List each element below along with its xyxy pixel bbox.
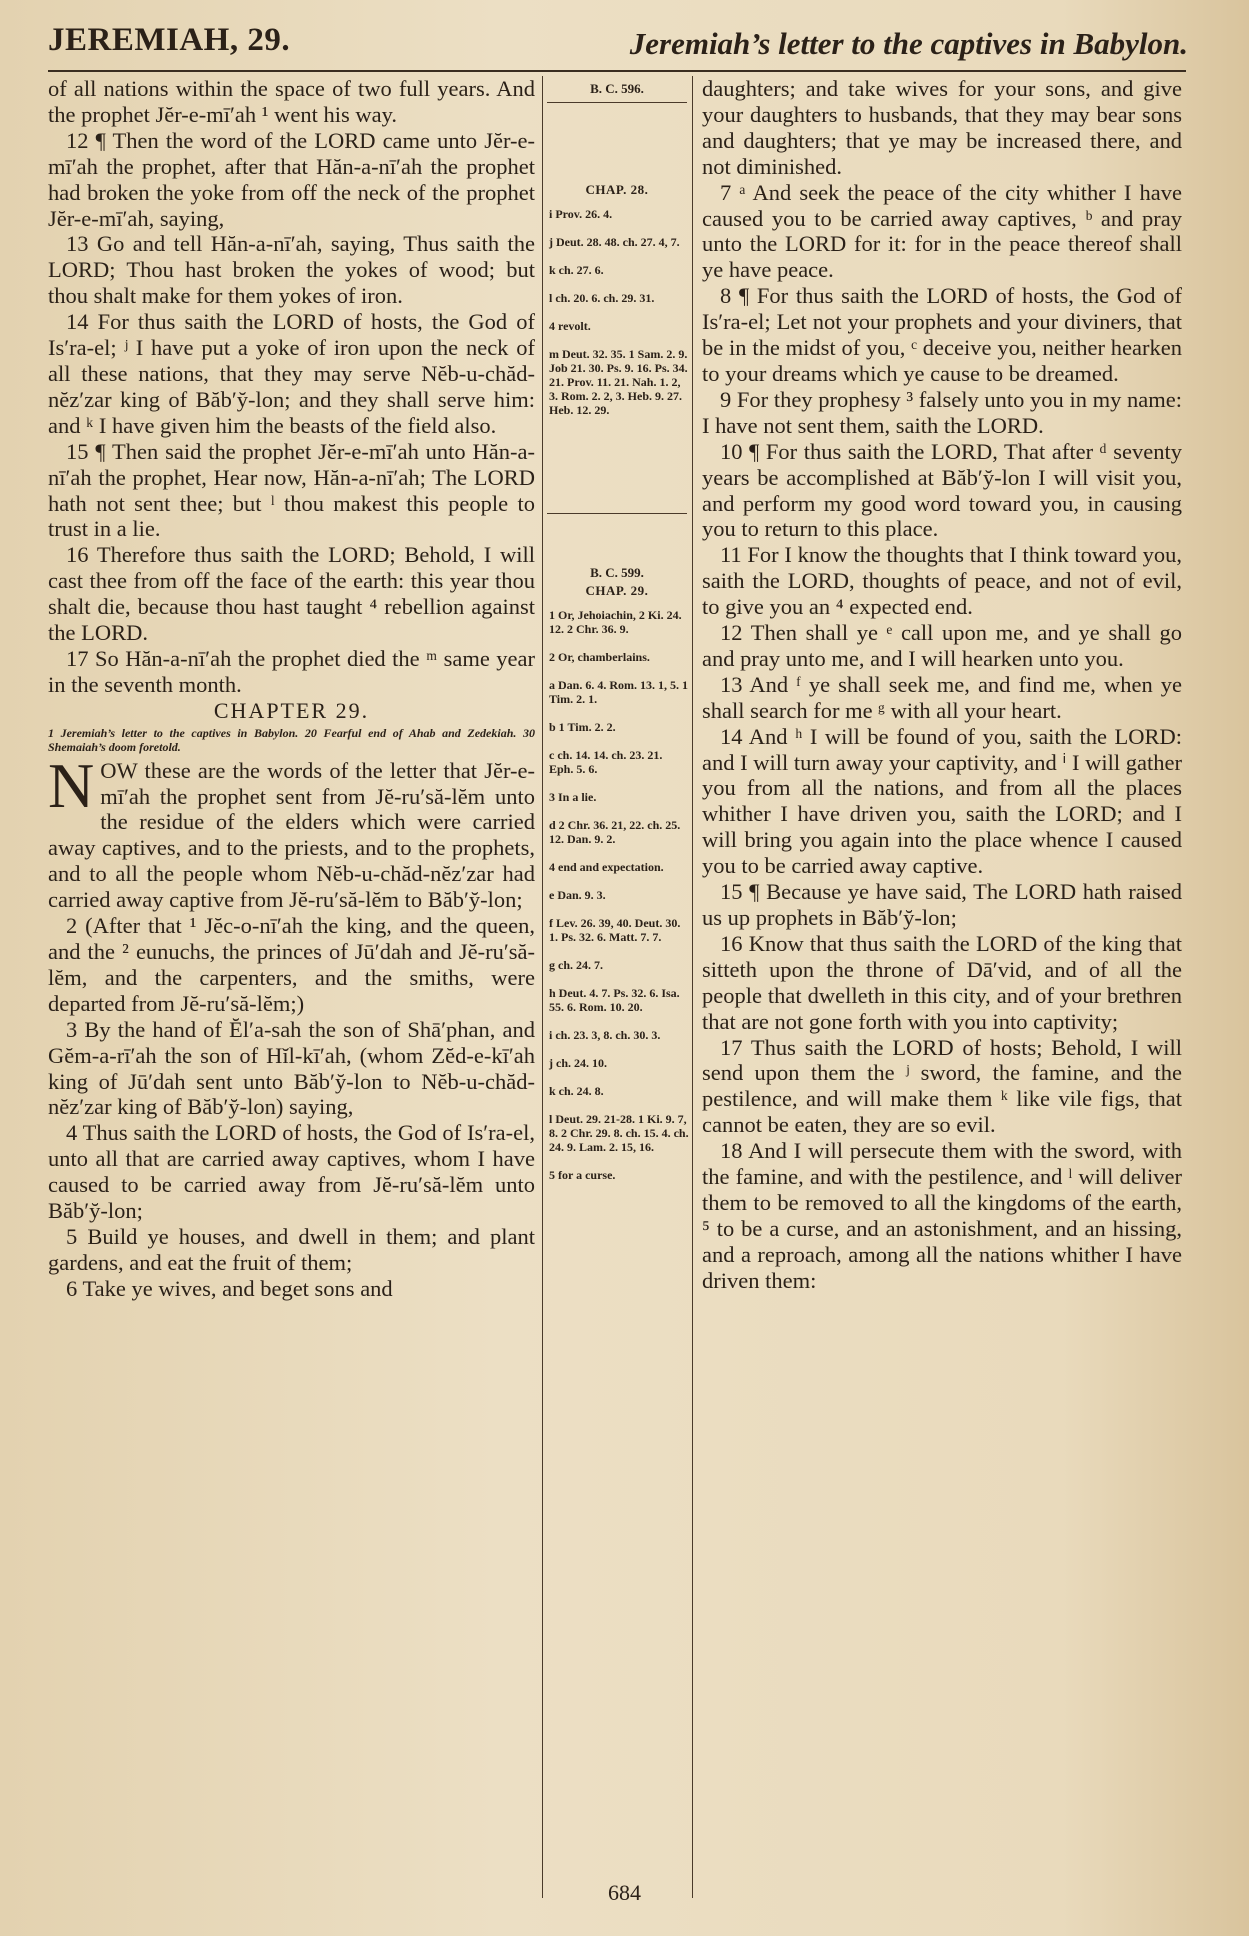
center-rule-top — [547, 102, 687, 103]
center-spacer — [545, 431, 689, 507]
cross-ref: 3 In a lie. — [549, 790, 597, 804]
date-marker-mid: B. C. 599. — [590, 565, 644, 580]
verse-28-12: 12 ¶ Then the word of the LORD came unto Jĕr-e-mī′ah the prophet, after that Hăn-a-nī′ah the prophet had broken the yoke from off the neck of the prophet Jĕr-e-mī′ah, saying, — [48, 127, 535, 231]
verse-29-2: 2 (After that ¹ Jĕc-o-nī′ah the king, and the queen, and the ² eunuchs, the princes of Jū′dah and Jĕ-ru′să-lĕm, and the carpenters, and the smiths, were departed from Jĕ-ru′să-lĕm;) — [48, 913, 535, 1016]
verse-continuation: of all nations within the space of two full years. And the prophet Jĕr-e-mī′ah ¹ went his way. — [48, 76, 535, 127]
cross-ref: d 2 Chr. 36. 21, 22. ch. 25. 12. Dan. 9. 2. — [549, 818, 681, 846]
verse-29-5: 5 Build ye houses, and dwell in them; and plant gardens, and eat the fruit of them; — [48, 1223, 535, 1275]
cross-ref: h Deut. 4. 7. Ps. 32. 6. Isa. 55. 6. Rom. 10. 20. — [549, 986, 680, 1014]
cross-ref: l Deut. 29. 21-28. 1 Ki. 9. 7, 8. 2 Chr. 29. 8. ch. 15. 4. ch. 24. 9. Lam. 2. 15, 16. — [549, 1112, 689, 1154]
chapter-marker-29: CHAP. 29. — [585, 583, 649, 598]
verse-29-1 — [48, 749, 535, 913]
center-spacer — [545, 109, 689, 181]
cross-ref: e Dan. 9. 3. — [549, 888, 606, 902]
cross-ref: c ch. 14. 14. ch. 23. 21. Eph. 5. 6. — [549, 748, 663, 776]
verse-29-3: 3 By the hand of Ĕl′a-sah the son of Shā′phan, and Gĕm-a-rī′ah the son of Hĭl-kī′ah, (whom Zĕd-e-kī′ah king of Jū′dah sent unto Băb′y̆-lon to Nĕb-u-chăd-nĕz′zar king of Băb′y̆-lon) saying, — [48, 1016, 535, 1120]
cross-ref: a Dan. 6. 4. Rom. 13. 1, 5. 1 Tim. 2. 1. — [549, 678, 689, 706]
center-spacer — [545, 520, 689, 560]
verse-29-8: 8 ¶ For thus saith the LORD of hosts, the God of Is′ra-el; Let not your prophets and your diviners, that be in the midst of you, ᶜ deceive you, neither hearken to your dreams which ye cause to be dreamed. — [702, 283, 1182, 386]
verse-28-17: 17 So Hăn-a-nī′ah the prophet died the ᵐ same year in the seventh month. — [48, 645, 535, 697]
drop-cap: N — [48, 749, 95, 821]
column-divider-right — [692, 76, 693, 1898]
cross-ref: g ch. 24. 7. — [549, 958, 603, 972]
chapter-summary: 1 Jeremiah’s letter to the captives in Babylon. 20 Fearful end of Ahab and Zedekiah. 30 Shemaiah’s doom foretold. — [48, 725, 535, 754]
column-divider-left — [542, 76, 543, 1898]
chapter-marker-28: CHAP. 28. — [585, 182, 649, 197]
cross-ref: 5 for a curse. — [549, 1168, 616, 1182]
cross-ref: f Lev. 26. 39, 40. Deut. 30. 1. Ps. 32. 6. Matt. 7. 7. — [549, 916, 681, 944]
section-title: Jeremiah’s letter to the captives in Babylon. — [629, 26, 1188, 61]
verse-29-16: 16 Know that thus saith the LORD of the king that sitteth upon the throne of Dā′vid, and of all the people that dwelleth in this city, and of your brethren that are not gone forth with you into captivity; — [702, 930, 1182, 1034]
verse-29-9: 9 For they prophesy ³ falsely unto you in my name: I have not sent them, saith the LORD. — [702, 386, 1182, 438]
chapter-heading: CHAPTER 29. — [213, 697, 370, 723]
page-number: 684 — [608, 1880, 641, 1905]
cross-ref: 2 Or, chamberlains. — [549, 650, 650, 664]
book-chapter-title: JEREMIAH, 29. — [48, 22, 291, 58]
cross-ref: k ch. 27. 6. — [549, 263, 604, 277]
cross-ref: i ch. 23. 3, 8. ch. 30. 3. — [549, 1028, 661, 1042]
cross-ref: i Prov. 26. 4. — [549, 207, 613, 221]
refs-top-list — [545, 207, 689, 417]
cross-ref: l ch. 20. 6. ch. 29. 31. — [549, 291, 655, 305]
cross-ref: m Deut. 32. 35. 1 Sam. 2. 9. Job 21. 30. Ps. 9. 16. Ps. 34. 21. Prov. 11. 21. Nah. 1. 2, 3. Rom. 2. 2, 3. Heb. 9. 27. Heb. 12. 29. — [549, 347, 688, 417]
cross-ref: 4 end and expectation. — [549, 860, 664, 874]
verse-29-14: 14 And ʰ I will be found of you, saith the LORD: and I will turn away your captivity, and ⁱ I will gather you from all the nations, and from all the places whither I have driven you, saith the LORD; and I will bring you again into the place whence I caused you to be carried away captive. — [702, 723, 1182, 879]
center-rule-mid — [547, 513, 687, 514]
page-header — [48, 22, 1188, 66]
verse-29-4: 4 Thus saith the LORD of hosts, the God of Is′ra-el, unto all that are carried away captives, whom I have caused to be carried away from Jĕ-ru′să-lĕm unto Băb′y̆-lon; — [48, 1120, 535, 1224]
cross-ref: 4 revolt. — [549, 319, 591, 333]
cross-reference-column — [545, 76, 689, 1898]
verse-29-7: 7 ᵃ And seek the peace of the city whither I have caused you to be carried away captives, ᵇ and pray unto the LORD for it: for in the peace thereof shall ye have peace. — [702, 179, 1182, 283]
cross-ref: k ch. 24. 8. — [549, 1084, 604, 1098]
verse-continuation: daughters; and take wives for your sons, and give your daughters to husbands, that they may bear sons and daughters; that ye may be increased there, and not diminished. — [702, 76, 1182, 179]
verse-28-15: 15 ¶ Then said the prophet Jĕr-e-mī′ah unto Hăn-a-nī′ah the prophet, Hear now, Hăn-a-nī′ah; The LORD hath not sent thee; but ˡ thou makest this people to trust in a lie. — [48, 438, 535, 542]
cross-ref: j Deut. 28. 48. ch. 27. 4, 7. — [549, 235, 680, 249]
refs-mid-list — [545, 608, 689, 1182]
verse-29-1-text: OW these are the words of the letter that Jĕr-e-mī′ah the prophet sent from Jĕ-ru′să-lĕm unto the residue of the elders which were carried away captives, and to the priests, and to the prophets, and to all the people whom Nĕb-u-chăd-nĕz′zar had carried away captive from Jĕ-ru′să-lĕm to Băb′y̆-lon; — [48, 757, 535, 913]
date-marker-top: B. C. 596. — [590, 81, 644, 96]
left-text-column — [48, 76, 535, 1302]
cross-ref: b 1 Tim. 2. 2. — [549, 720, 616, 734]
verse-29-12: 12 Then shall ye ᵉ call upon me, and ye shall go and pray unto me, and I will hearken unto you. — [702, 620, 1182, 671]
cross-ref: 1 Or, Jehoiachin, 2 Ki. 24. 12. 2 Chr. 36. 9. — [549, 608, 682, 636]
right-text-column — [702, 76, 1182, 1294]
verse-28-16: 16 Therefore thus saith the LORD; Behold, I will cast thee from off the face of the earth: this year thou shalt die, because thou hast taught ⁴ rebellion against the LORD. — [48, 542, 535, 646]
verse-29-10: 10 ¶ For thus saith the LORD, That after ᵈ seventy years be accomplished at Băb′y̆-lon I will visit you, and perform my good word toward you, in causing you to return to this place. — [702, 438, 1182, 542]
verse-29-11: 11 For I know the thoughts that I think toward you, saith the LORD, thoughts of peace, and not of evil, to give you an ⁴ expected end. — [702, 542, 1182, 620]
verse-29-6: 6 Take ye wives, and beget sons and — [66, 1275, 393, 1301]
header-rule — [48, 70, 1186, 72]
verse-29-15: 15 ¶ Because ye have said, The LORD hath raised us up prophets in Băb′y̆-lon; — [702, 879, 1182, 930]
verse-29-17: 17 Thus saith the LORD of hosts; Behold, I will send upon them the ʲ sword, the famine, and the pestilence, and will make them ᵏ like vile figs, that cannot be eaten, they are so evil. — [702, 1034, 1182, 1138]
cross-ref: j ch. 24. 10. — [549, 1056, 607, 1070]
verse-28-14: 14 For thus saith the LORD of hosts, the God of Is′ra-el; ʲ I have put a yoke of iron upon the neck of all these nations, that they may serve Nĕb-u-chăd-nĕz′zar king of Băb′y̆-lon; and they shall serve him: and ᵏ I have given him the beasts of the field also. — [48, 309, 535, 438]
verse-28-13: 13 Go and tell Hăn-a-nī′ah, saying, Thus saith the LORD; Thou hast broken the yokes of wood; but thou shalt make for them yokes of iron. — [48, 231, 535, 309]
verse-29-13: 13 And ᶠ ye shall seek me, and find me, when ye shall search for me ᵍ with all your heart. — [702, 671, 1182, 723]
verse-29-18: 18 And I will persecute them with the sword, with the famine, and with the pestilence, and ˡ will deliver them to be removed to all the kingdoms of the earth, ⁵ to be a curse, and an astonishment, and an hissing, and a reproach, among all the nations whither I have driven them: — [702, 1138, 1182, 1293]
